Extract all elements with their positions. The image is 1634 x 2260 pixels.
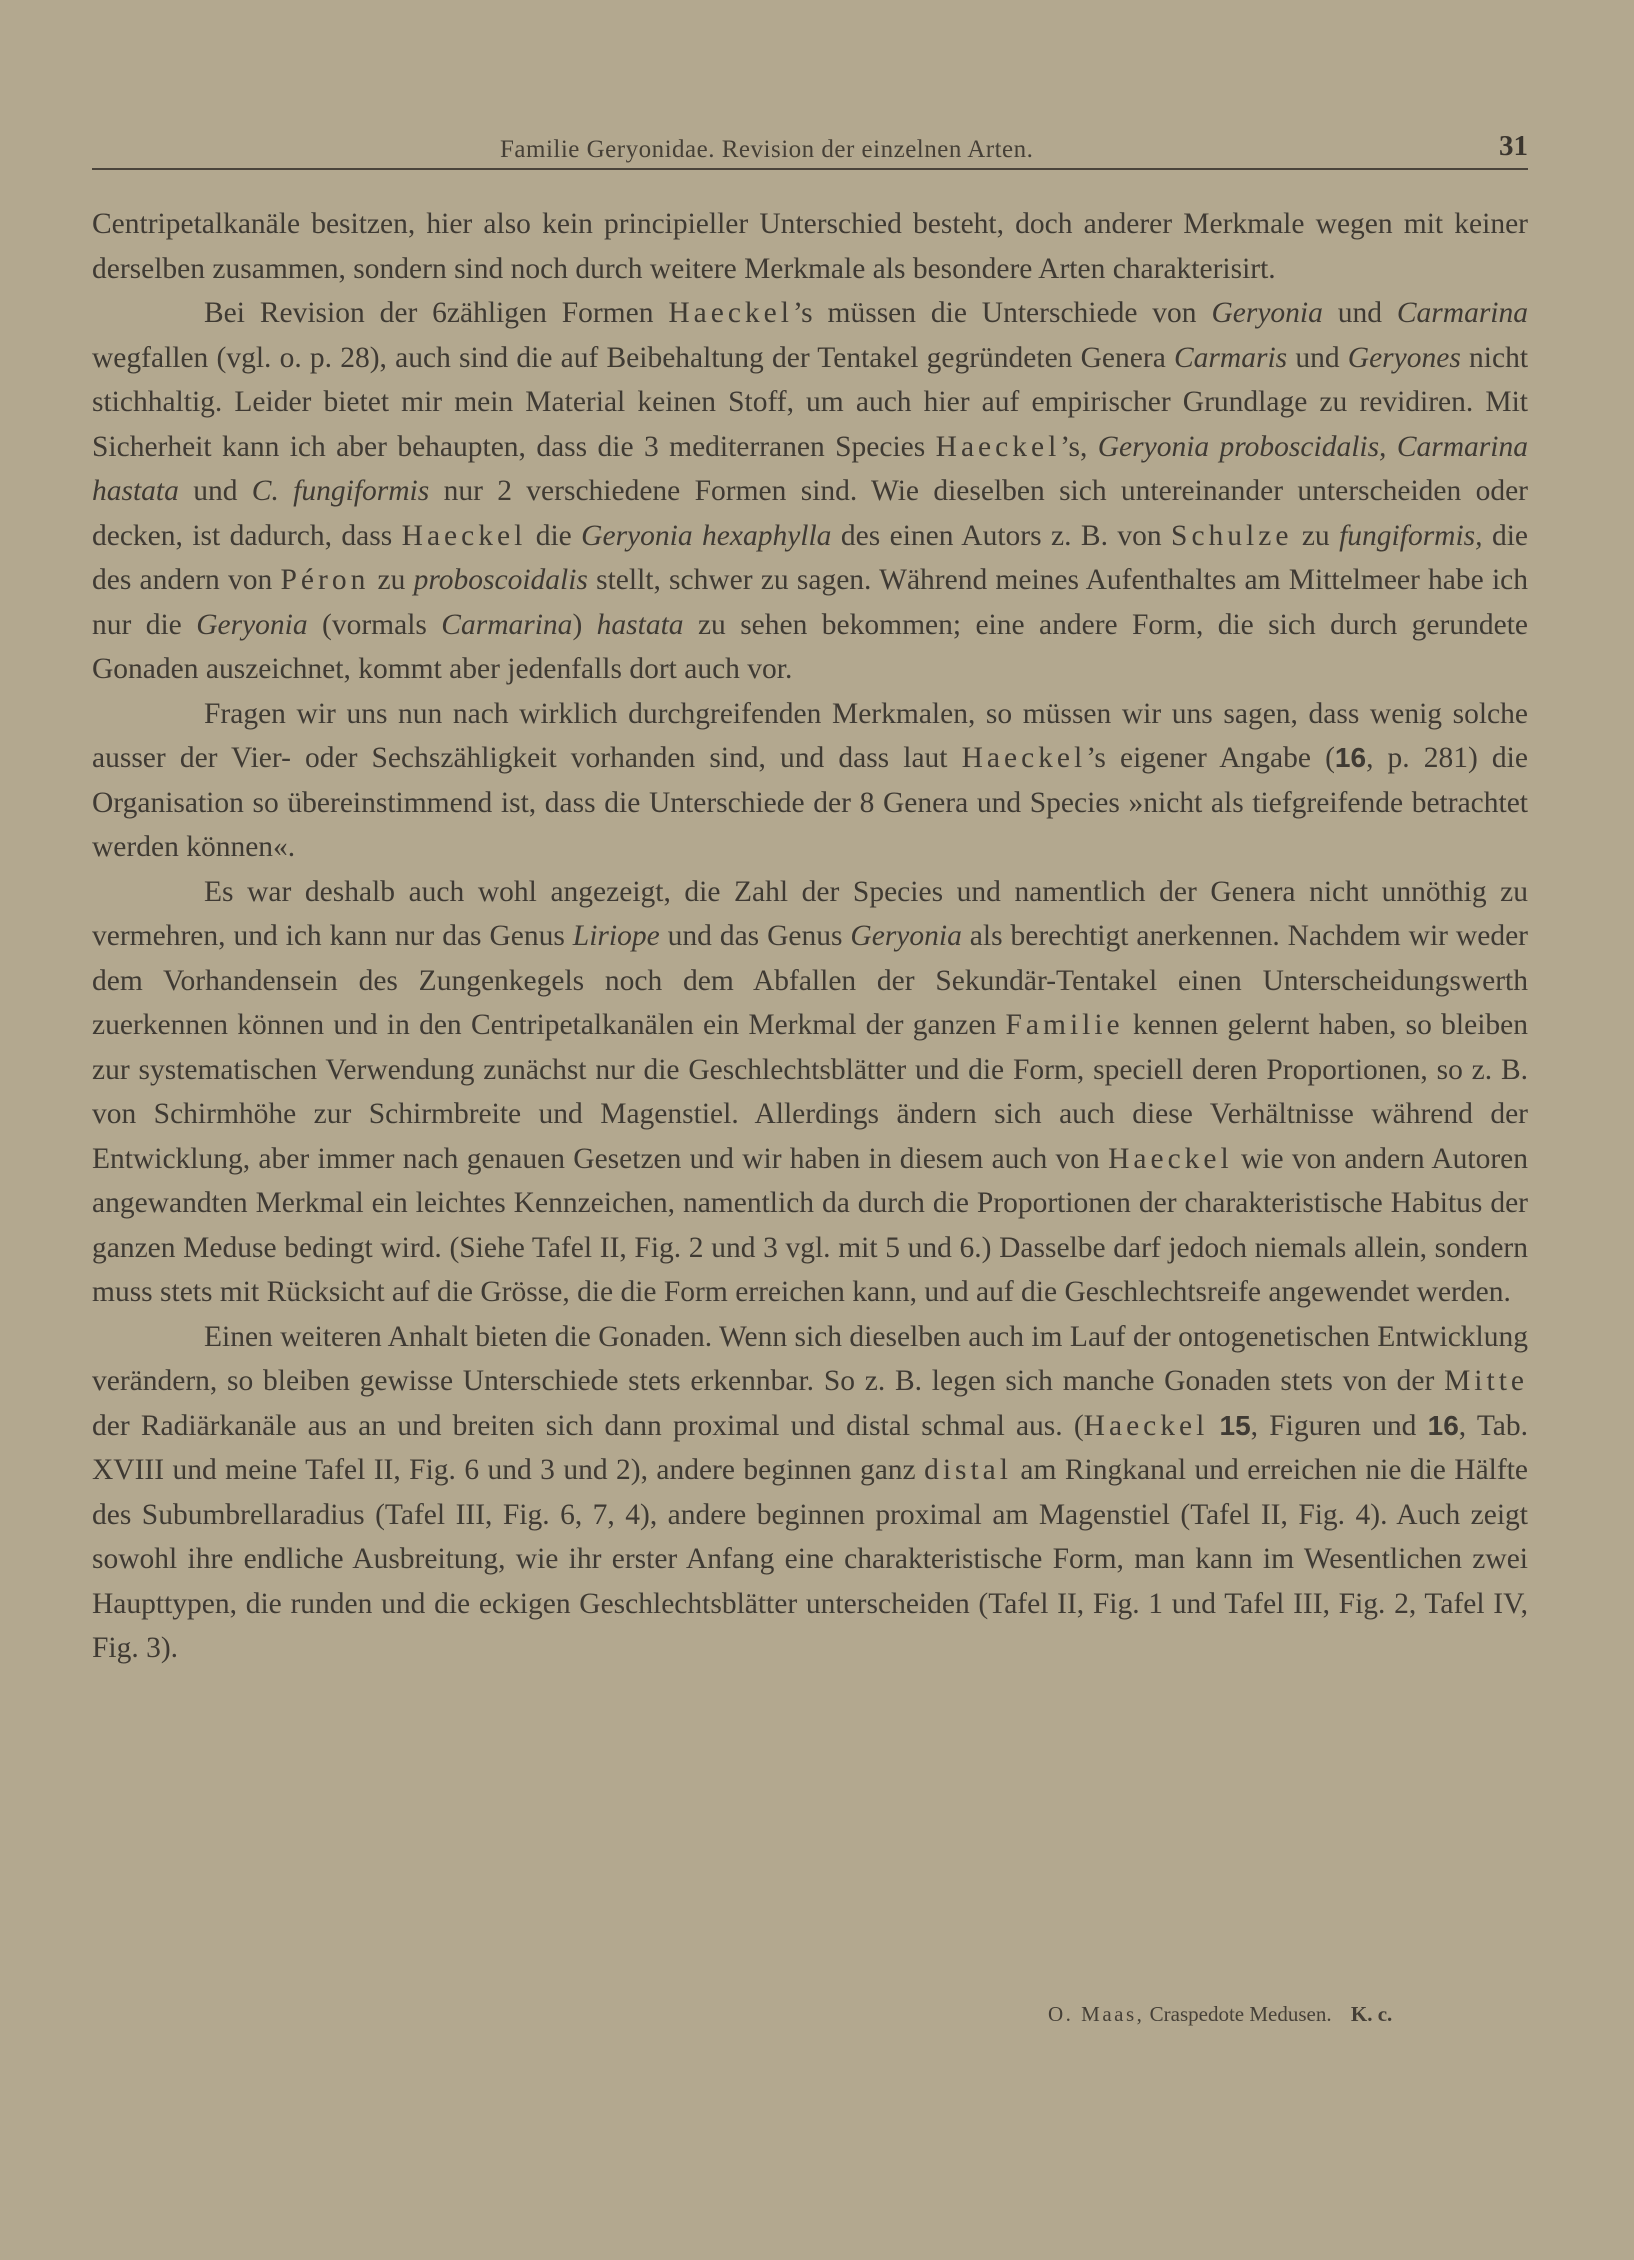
emphasis: Mitte bbox=[1444, 1365, 1528, 1397]
paragraph-1: Centripetalkanäle besitzen, hier also kein principieller Unterschied besteht, doch anderer Merkmale wegen mit keiner derselben zusammen, sondern sind noch durch weitere Merkmale als besondere Arten charakterisirt. bbox=[92, 208, 1528, 285]
taxon-name: Geryonia bbox=[196, 608, 308, 641]
taxon-name: Carmarina bbox=[1396, 297, 1528, 329]
taxon-name: hastata bbox=[596, 608, 684, 641]
author-name: Schulze bbox=[1171, 519, 1293, 552]
author-name: Haeckel bbox=[935, 430, 1061, 463]
reference-number: 16 bbox=[1427, 1409, 1459, 1441]
taxon-name: Geryonia bbox=[850, 920, 962, 952]
signature-title: Craspedote Medusen. bbox=[1149, 2002, 1332, 2026]
author-name: Haeckel bbox=[668, 297, 793, 329]
signature-mark: K. c. bbox=[1350, 2002, 1393, 2026]
paragraph-3: Fragen wir uns nun nach wirklich durchgreifenden Merkmalen, so müssen wir uns sagen, dass wenig solche ausser der Vier- oder Sechszähligkeit vorhanden sind, und dass laut Haeckel’s eigener Angabe (16, p. 281) die Organisation so übereinstimmend ist, dass die Unterschiede der 8 Genera und Species »nicht als tiefgreifende betrachtet werden können«. bbox=[92, 697, 1528, 863]
signature-author: O. Maas, bbox=[1048, 2002, 1145, 2026]
taxon-name: C. fungiformis bbox=[251, 475, 430, 507]
signature-line bbox=[1048, 2002, 1392, 2027]
author-name: Péron bbox=[280, 564, 370, 596]
taxon-name: Geryonia proboscidalis, Carmarina hastata bbox=[92, 430, 1528, 507]
author-name: Haeckel bbox=[961, 742, 1087, 774]
page-header bbox=[92, 130, 1528, 170]
author-name: Haeckel bbox=[1108, 1142, 1233, 1175]
taxon-name: Geryonia bbox=[1211, 297, 1323, 329]
page-number: 31 bbox=[1499, 130, 1528, 162]
reference-number: 16 bbox=[1334, 742, 1367, 773]
paragraph-5: Einen weiteren Anhalt bieten die Gonaden. Wenn sich dieselben auch im Lauf der ontogenetischen Entwicklung verändern, so bleiben gewisse Unterschiede stets erkennbar. So z. B. legen sich manche Gonaden stets von der Mitte der Radiärkanäle aus an und breiten sich dann proximal und distal schmal aus. (Haeckel 15, Figuren und 16, Tab. XVIII und meine Tafel II, Fig. 6 und 3 und 2), andere beginnen ganz distal am Ringkanal und erreichen nie die Hälfte des Subumbrellaradius (Tafel III, Fig. 6, 7, 4), andere beginnen proximal am Magenstiel (Tafel II, Fig. 4). Auch zeigt sowohl ihre endliche Ausbreitung, wie ihr erster Anfang eine charakteristische Form, man kann im Wesentlichen zwei Haupttypen, die runden und die eckigen Geschlechtsblätter unterscheiden (Tafel II, Fig. 1 und Tafel III, Fig. 2, Tafel IV, Fig. 3). bbox=[92, 1320, 1528, 1664]
reference-number: 15 bbox=[1219, 1409, 1251, 1441]
author-name: Haeckel bbox=[1083, 1409, 1209, 1442]
taxon-name: proboscoidalis bbox=[413, 564, 588, 596]
taxon-name: fungiformis, bbox=[1339, 519, 1483, 552]
taxon-name: Liriope bbox=[572, 920, 660, 952]
taxon-name: Carmaris bbox=[1174, 341, 1288, 374]
paragraph-2: Bei Revision der 6zähligen Formen Haeckel’s müssen die Unterschiede von Geryonia und Carmarina wegfallen (vgl. o. p. 28), auch sind die auf Beibehaltung der Tentakel gegründeten Genera Carmaris und Geryones nicht stichhaltig. Leider bietet mir mein Material keinen Stoff, um auch hier auf empirischer Grundlage zu revidiren. Mit Sicherheit kann ich aber behaupten, dass die 3 mediterranen Species Haeckel’s, Geryonia proboscidalis, Carmarina hastata und C. fungiformis nur 2 verschiedene Formen sind. Wie dieselben sich untereinander unterscheiden oder decken, ist dadurch, dass Haeckel die Geryonia hexaphylla des einen Autors z. B. von Schulze zu fungiformis, die des andern von Péron zu proboscoidalis stellt, schwer zu sagen. Während meines Aufenthaltes am Mittelmeer habe ich nur die Geryonia (vormals Carmarina) hastata zu sehen bekommen; eine andere Form, die sich durch gerundete Gonaden auszeichnet, kommt aber jedenfalls dort auch vor. bbox=[92, 297, 1529, 685]
taxon-name: Geryonia hexaphylla bbox=[581, 519, 832, 552]
body-text bbox=[92, 202, 1528, 1671]
taxon-name: Carmarina bbox=[441, 608, 573, 641]
running-head: Familie Geryonidae. Revision der einzelnen Arten. bbox=[500, 136, 1034, 163]
paragraph-4: Es war deshalb auch wohl angezeigt, die Zahl der Species und namentlich der Genera nicht unnöthig zu vermehren, und ich kann nur das Genus Liriope und das Genus Geryonia als berechtigt anerkennen. Nachdem wir weder dem Vorhandensein des Zungenkegels noch dem Abfallen der Sekundär-Tentakel einen Unterscheidungswerth zuerkennen können und in den Centripetalkanälen ein Merkmal der ganzen Familie kennen gelernt haben, so bleiben zur systematischen Verwendung zunächst nur die Geschlechtsblätter und die Form, speciell deren Proportionen, so z. B. von Schirmhöhe zur Schirmbreite und Magenstiel. Allerdings ändern sich auch diese Verhältnisse während der Entwicklung, aber immer nach genauen Gesetzen und wir haben in diesem auch von Haeckel wie von andern Autoren angewandten Merkmal ein leichtes Kennzeichen, namentlich da durch die Proportionen der charakteristische Habitus der ganzen Meduse bedingt wird. (Siehe Tafel II, Fig. 2 und 3 vgl. mit 5 und 6.) Dasselbe darf jedoch niemals allein, sondern muss stets mit Rücksicht auf die Grösse, die die Form erreichen kann, und auf die Geschlechtsreife angewendet werden. bbox=[92, 875, 1528, 1308]
emphasis: distal bbox=[924, 1454, 1012, 1486]
author-name: Haeckel bbox=[401, 519, 527, 552]
emphasis: Familie bbox=[1005, 1009, 1124, 1041]
taxon-name: Geryones bbox=[1347, 341, 1461, 374]
